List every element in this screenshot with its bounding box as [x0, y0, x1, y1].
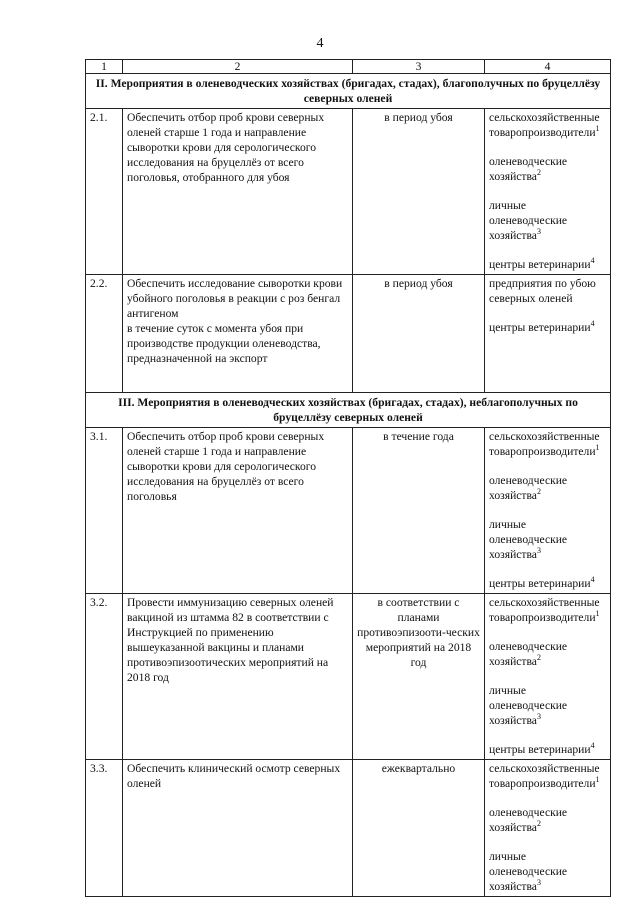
- row-number: 3.1.: [86, 428, 123, 594]
- responsible-party: оленеводческие хозяйства$^2$: [489, 806, 568, 834]
- row-deadline: в течение года: [353, 428, 485, 594]
- column-number: 2: [123, 60, 353, 74]
- row-deadline: в соответствии с планами противоэпизооти-ческих мероприятий на 2018 год: [353, 594, 485, 760]
- page-number: 4: [316, 36, 324, 51]
- row-responsible: [485, 594, 611, 760]
- table-row: [86, 760, 611, 897]
- action-line: Обеспечить исследование сыворотки крови убойного поголовья в реакции с роз бенгал антигеном: [127, 277, 343, 320]
- action-line: в течение суток с момента убоя при производстве продукции оленеводства, предназначенной на экспорт: [127, 322, 321, 365]
- responsible-party: личные оленеводческие хозяйства$^3$: [489, 199, 568, 242]
- table-row: [86, 428, 611, 594]
- table-row: [86, 275, 611, 393]
- row-action: [123, 275, 353, 393]
- row-action: Провести иммунизацию северных оленей вакциной из штамма 82 в соответствии с Инструкцией по применению вышеуказанной вакцины и планами противоэпизоотических мероприятий на 2018 год: [123, 594, 353, 760]
- row-deadline: в период убоя: [353, 109, 485, 275]
- measures-table: [85, 59, 611, 897]
- section-heading: [86, 393, 611, 428]
- row-responsible: [485, 428, 611, 594]
- row-responsible: [485, 760, 611, 897]
- responsible-party: личные оленеводческие хозяйства$^3$: [489, 684, 568, 727]
- responsible-party: центры ветеринарии$^4$: [489, 741, 595, 756]
- responsible-party: центры ветеринарии$^4$: [489, 256, 595, 271]
- responsible-party: центры ветеринарии$^4$: [489, 575, 595, 590]
- row-action: Обеспечить отбор проб крови северных оленей старше 1 года и направление сыворотки крови для серологического исследования на бруцеллёз от всего поголовья, отобранного для убоя: [123, 109, 353, 275]
- responsible-party: сельскохозяйственные товаропроизводители$^1$: [489, 430, 600, 458]
- responsible-party: сельскохозяйственные товаропроизводители$^1$: [489, 596, 600, 624]
- row-responsible: [485, 109, 611, 275]
- row-deadline: в период убоя: [353, 275, 485, 393]
- table-row: [86, 594, 611, 760]
- section-title: III. Мероприятия в оленеводческих хозяйствах (бригадах, стадах), неблагополучных по бруцеллёзу северных оленей: [86, 393, 611, 428]
- responsible-party: предприятия по убою северных оленей: [489, 277, 596, 305]
- column-number: 1: [86, 60, 123, 74]
- column-number: 3: [353, 60, 485, 74]
- column-number-row: [86, 60, 611, 74]
- row-number: 2.2.: [86, 275, 123, 393]
- row-number: 3.3.: [86, 760, 123, 897]
- row-responsible: [485, 275, 611, 393]
- responsible-party: оленеводческие хозяйства$^2$: [489, 474, 568, 502]
- responsible-party: центры ветеринарии$^4$: [489, 319, 595, 334]
- row-action: Обеспечить отбор проб крови северных оленей старше 1 года и направление сыворотки крови для серологического исследования на бруцеллёз от всего поголовья: [123, 428, 353, 594]
- row-number: 2.1.: [86, 109, 123, 275]
- responsible-party: сельскохозяйственные товаропроизводители$^1$: [489, 111, 600, 139]
- row-deadline: ежеквартально: [353, 760, 485, 897]
- row-action: Обеспечить клинический осмотр северных оленей: [123, 760, 353, 897]
- column-number: 4: [485, 60, 611, 74]
- section-title: II. Мероприятия в оленеводческих хозяйствах (бригадах, стадах), благополучных по бруцеллёзу северных оленей: [86, 74, 611, 109]
- table-row: [86, 109, 611, 275]
- section-heading: [86, 74, 611, 109]
- responsible-party: оленеводческие хозяйства$^2$: [489, 155, 568, 183]
- responsible-party: сельскохозяйственные товаропроизводители$^1$: [489, 762, 600, 790]
- row-number: 3.2.: [86, 594, 123, 760]
- responsible-party: личные оленеводческие хозяйства$^3$: [489, 850, 568, 893]
- responsible-party: личные оленеводческие хозяйства$^3$: [489, 518, 568, 561]
- responsible-party: оленеводческие хозяйства$^2$: [489, 640, 568, 668]
